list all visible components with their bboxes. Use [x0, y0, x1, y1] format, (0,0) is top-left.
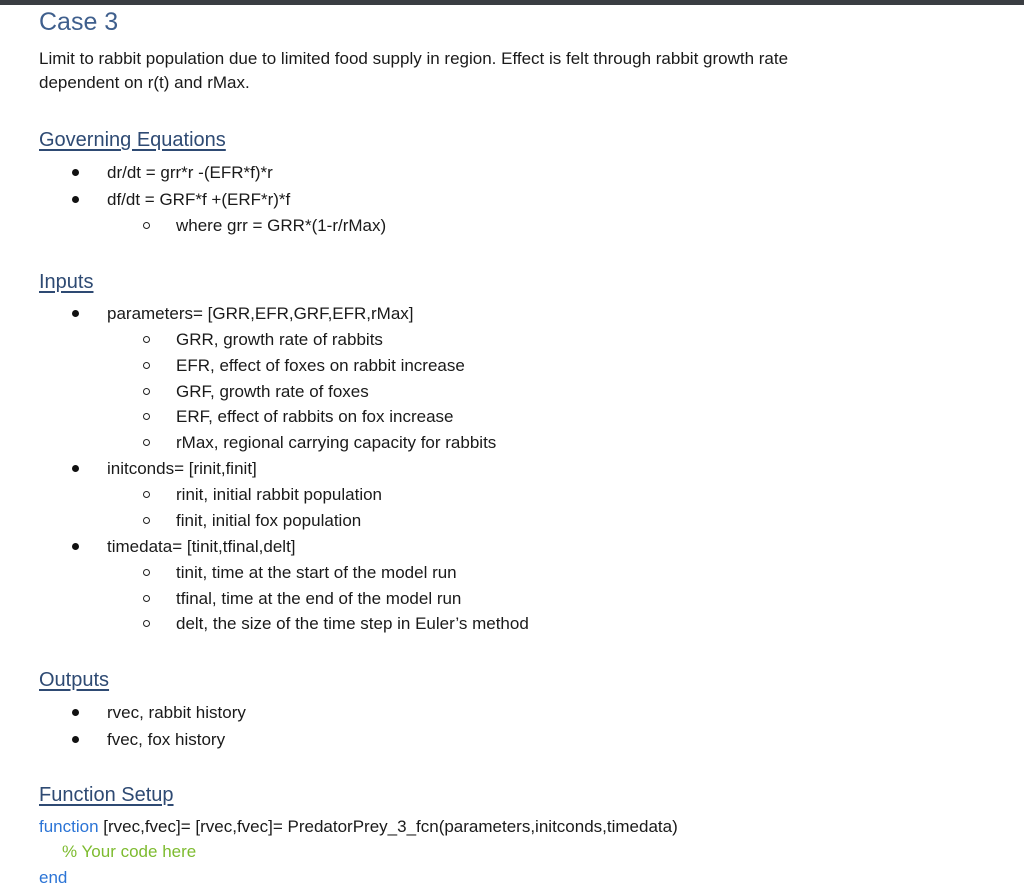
code-comment: % Your code here [62, 842, 197, 861]
page-title: Case 3 [39, 8, 119, 36]
param-grf: GRF, growth rate of foxes [176, 382, 369, 401]
bullet-icon [72, 709, 79, 716]
equation-dr-dt: dr/dt = grr*r -(EFR*f)*r [107, 163, 273, 182]
top-border [0, 0, 1024, 5]
sub-bullet-icon [143, 413, 150, 420]
sub-bullet-icon [143, 388, 150, 395]
inputs-heading: Inputs [39, 271, 94, 293]
bullet-icon [72, 310, 79, 317]
intro-line-2: dependent on r(t) and rMax. [39, 73, 250, 92]
function-setup-heading: Function Setup [39, 784, 174, 806]
bullet-icon [72, 465, 79, 472]
init-finit: finit, initial fox population [176, 511, 362, 530]
init-rinit: rinit, initial rabbit population [176, 485, 383, 504]
bullet-icon [72, 543, 79, 550]
equation-grr: where grr = GRR*(1-r/rMax) [176, 216, 387, 235]
sub-bullet-icon [143, 336, 150, 343]
timedata-item: timedata= [tinit,tfinal,delt] [107, 537, 296, 556]
function-signature-line [39, 815, 678, 839]
output-fvec: fvec, fox history [107, 730, 226, 749]
sub-bullet-icon [143, 222, 150, 229]
param-grr: GRR, growth rate of rabbits [176, 330, 383, 349]
function-signature: [rvec,fvec]= [rvec,fvec]= PredatorPrey_3_fcn(parameters,initconds,timedata) [98, 817, 678, 836]
sub-bullet-icon [143, 595, 150, 602]
sub-bullet-icon [143, 517, 150, 524]
governing-equations-heading: Governing Equations [39, 129, 226, 151]
keyword-function: function [39, 817, 99, 836]
bullet-icon [72, 196, 79, 203]
keyword-end: end [39, 868, 68, 887]
param-erf: ERF, effect of rabbits on fox increase [176, 407, 454, 426]
equation-df-dt: df/dt = GRF*f +(ERF*r)*f [107, 190, 291, 209]
sub-bullet-icon [143, 491, 150, 498]
output-rvec: rvec, rabbit history [107, 703, 246, 722]
param-rmax: rMax, regional carrying capacity for rabbits [176, 433, 497, 452]
sub-bullet-icon [143, 569, 150, 576]
outputs-heading: Outputs [39, 669, 110, 691]
bullet-icon [72, 736, 79, 743]
time-tinit: tinit, time at the start of the model run [176, 563, 457, 582]
sub-bullet-icon [143, 439, 150, 446]
time-delt: delt, the size of the time step in Euler’s method [176, 614, 529, 633]
intro-line-1: Limit to rabbit population due to limited food supply in region. Effect is felt through rabbit growth rate [39, 49, 789, 68]
sub-bullet-icon [143, 362, 150, 369]
initconds-item: initconds= [rinit,finit] [107, 459, 257, 478]
time-tfinal: tfinal, time at the end of the model run [176, 589, 462, 608]
sub-bullet-icon [143, 620, 150, 627]
parameters-item: parameters= [GRR,EFR,GRF,EFR,rMax] [107, 304, 414, 323]
bullet-icon [72, 169, 79, 176]
param-efr: EFR, effect of foxes on rabbit increase [176, 356, 465, 375]
